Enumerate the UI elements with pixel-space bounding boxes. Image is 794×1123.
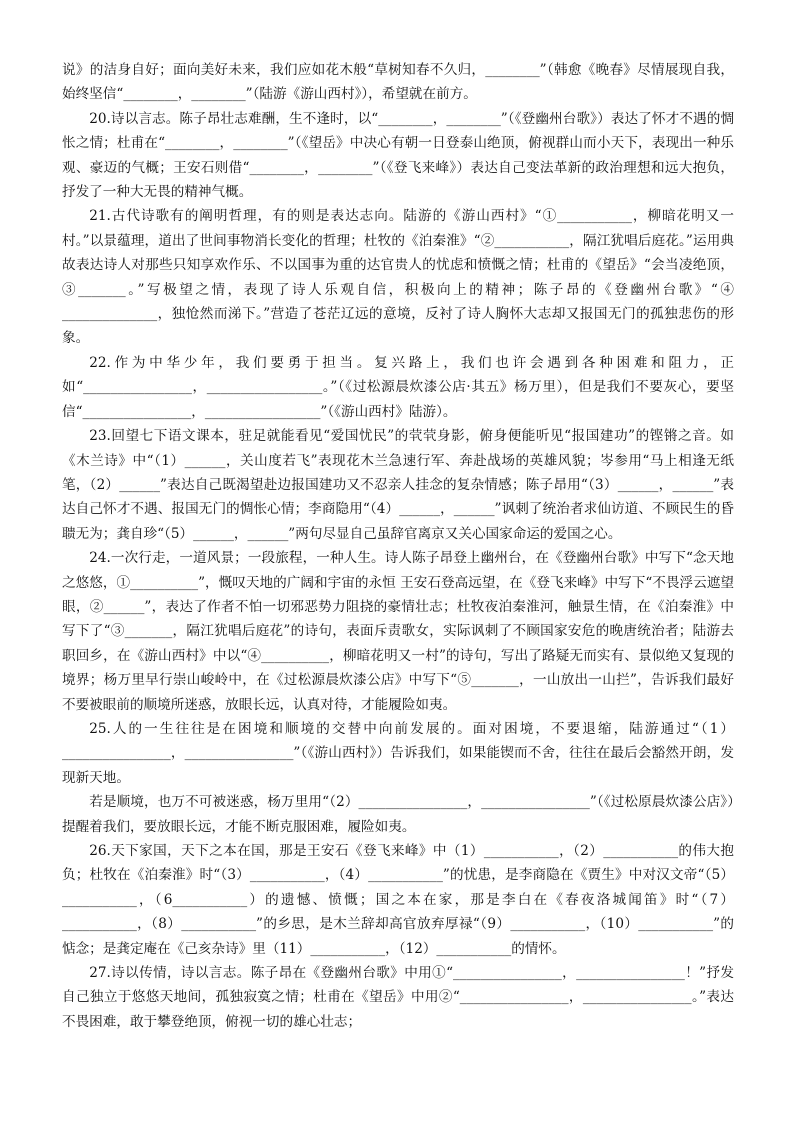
question-27: 27.诗以传情，诗以言志。陈子昂在《登幽州台歌》中用①“________________，________________！”抒发自己独立于悠悠天地间，孤独寂寞之情；杜甫在《望岳》中用②“________________，________________。”表达不畏困难，敢于攀登绝顶，俯视一切的雄心壮志； xyxy=(62,965,734,1030)
question-23: 23.回望七下语文课本，驻足就能看见“爱国忧民”的茕茕身影，俯身便能听见“报国建功”的铿锵之音。如《木兰诗》中“（1）______，关山度若飞”表现花木兰急速行军、奔赴战场的英雄风貌；岑参用“马上相逢无纸笔，（2）______”表达自己既渴望赴边报国建功又不忍亲人挂念的复杂情感；陈子昂用“（3）______，______”表达自己怀才不遇、报国无门的惆怅心情；李商隐用“（4）______，______”讽刺了统治者求仙访道、不顾民生的昏聩无为；龚自珍“（5）______，______”两句尽显自己虽辞官离京又关心国家命运的爱国之心。 xyxy=(62,428,734,542)
question-20: 20.诗以言志。陈子昂壮志难酬，生不逢时，以“________，________”（《登幽州台歌》）表达了怀才不遇的惆怅之情；杜甫在“________，________”（《望岳》中决心有朝一日登泰山绝顶，俯视群山而小天下，表现出一种乐观、豪迈的气概；王安石则借“________，________”（《登飞来峰》）表达自己变法革新的政治理想和远大抱负，抒发了一种大无畏的精神气概。 xyxy=(62,110,734,201)
worksheet-page xyxy=(62,58,734,1034)
question-25-part1: 25.人的一生往往是在困境和顺境的交替中向前发展的。面对困境，不要退缩，陆游通过“（1）________________，________________”（《游山西村》）告诉我们，如果能锲而不舍，往往在最后会豁然开朗，发现新天地。 xyxy=(62,720,734,786)
question-25-part2: 若是顺境，也万不可被迷惑，杨万里用“（2）________________，________________”（《过松原晨炊漆公店》）提醒着我们，要放眼长远，才能不断克服困难，履险如夷。 xyxy=(62,794,734,835)
question-22: 22.作为中华少年，我们要勇于担当。复兴路上，我们也许会遇到各种困难和阻力，正如“________________，_________________。”（《过松源晨炊漆公店·其五》杨万里），但是我们不要灰心，要坚信“________________，_________________”（《游山西村》陆游）。 xyxy=(62,354,734,420)
question-21: 21.古代诗歌有的阐明哲理，有的则是表达志向。陆游的《游山西村》“①___________，柳暗花明又一村。”以景蕴理，道出了世间事物消长变化的哲理；杜牧的《泊秦淮》“②___________，隔江犹唱后庭花。”运用典故表达诗人对那些只知享欢作乐、不以国事为重的达官贵人的忧虑和愤慨之情；杜甫的《望岳》“会当凌绝顶，③_______。”写极望之情，表现了诗人乐观自信，积极向上的精神；陈子昂的《登幽州台歌》“④ ______________，独怆然而涕下。”营造了苍茫辽远的意境，反衬了诗人胸怀大志却又报国无门的孤独悲伤的形象。 xyxy=(62,208,734,347)
paragraph-continuation: 说》的洁身自好；面向美好未来，我们应如花木般“草树知春不久归，________”（韩愈《晚春》尽情展现自我，始终坚信“________，________”（陆游《游山西村》），希望就在前方。 xyxy=(62,62,734,103)
question-26: 26.天下家国，天下之本在国，那是王安石《登飞来峰》中（1）___________，（2）___________的伟大抱负；杜牧在《泊秦淮》时“（3）___________，（4）___________”的忧患，是李商隐在《贾生》中对汉文帝“（5）___________，（6___________）的遗憾、愤慨；国之本在家，那是李白在《春夜洛城闻笛》时“（7）___________，（8）___________”的乡思，是木兰辞却高官放弃厚禄“（9）___________，（10）___________”的惦念；是龚定庵在《己亥杂诗》里（11）___________，（12）___________的情怀。 xyxy=(62,843,734,957)
question-24: 24.一次行走，一道风景；一段旅程，一种人生。诗人陈子昂登上幽州台，在《登幽州台歌》中写下“念天地之悠悠，①__________”，慨叹天地的广阔和宇宙的永恒 王安石登高远望，在《登飞来峰》中写下“不畏浮云遮望眼，②______”，表达了作者不怕一切邪恶势力阻挠的豪情壮志；杜牧夜泊秦淮河，触景生情，在《泊秦淮》中写下了“③_______，隔江犹唱后庭花”的诗句，表面斥责歌女，实际讽刺了不顾国家安危的晚唐统治者；陆游去职回乡，在《游山西村》中以“④__________，柳暗花明又一村”的诗句，写出了路疑无而实有、景似绝又复现的境界；杨万里早行崇山峻岭中，在《过松源晨炊漆公店》中写下“⑤_______，一山放出一山拦”，告诉我们最好不要被眼前的顺境所迷惑，放眼长远，认真对待，才能履险如夷。 xyxy=(62,550,734,713)
